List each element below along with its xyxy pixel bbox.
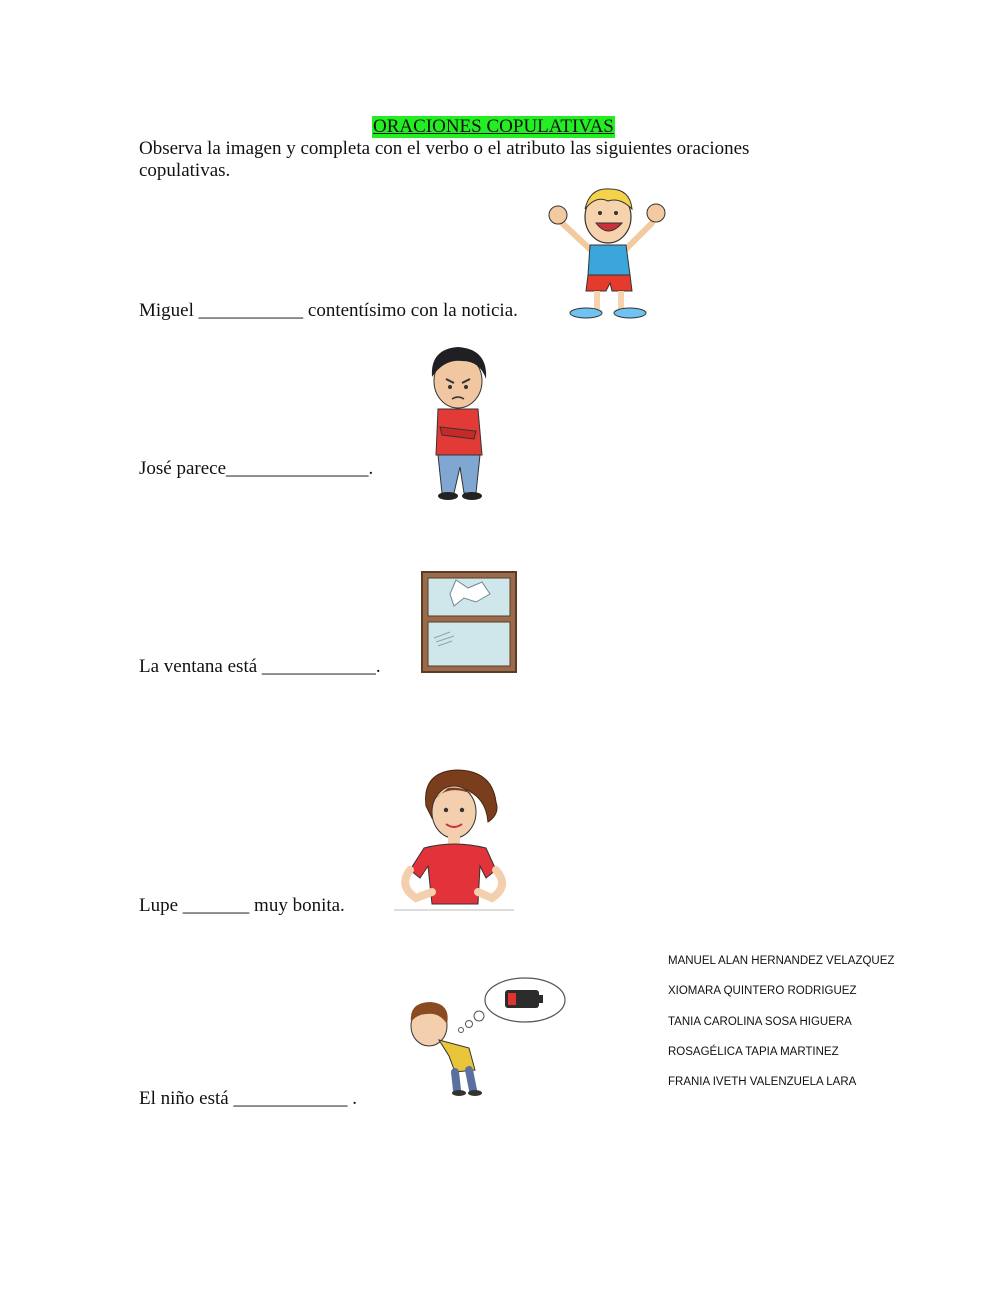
exercise-2-sentence: José parece_______________. [139,458,374,479]
woman-illustration [392,766,517,912]
author-name: FRANIA IVETH VALENZUELA LARA [668,1076,857,1089]
angry-boy-illustration [410,343,510,503]
happy-boy-illustration [540,183,672,323]
exercise-3-sentence: La ventana está ____________. [139,656,381,677]
instructions: Observa la imagen y completa con el verbo o el atributo las siguientes oraciones copulativas. [139,138,750,181]
authors-list [668,952,894,1103]
exercise-5-sentence: El niño está ____________ . [139,1088,357,1109]
author-name: MANUEL ALAN HERNANDEZ VELAZQUEZ [668,955,895,967]
author-name: XIOMARA QUINTERO RODRIGUEZ [668,985,857,998]
exercise-4-sentence: Lupe _______ muy bonita. [139,895,345,916]
tired-boy-illustration [395,972,570,1097]
exercise-1-sentence: Miguel ___________ contentísimo con la noticia. [139,300,518,321]
author-name: ROSAGÉLICA TAPIA MARTINEZ [668,1045,839,1058]
author-name: TANIA CAROLINA SOSA HIGUERA [668,1015,852,1028]
page-title: ORACIONES COPULATIVAS [373,116,614,137]
broken-window-illustration [420,568,520,676]
